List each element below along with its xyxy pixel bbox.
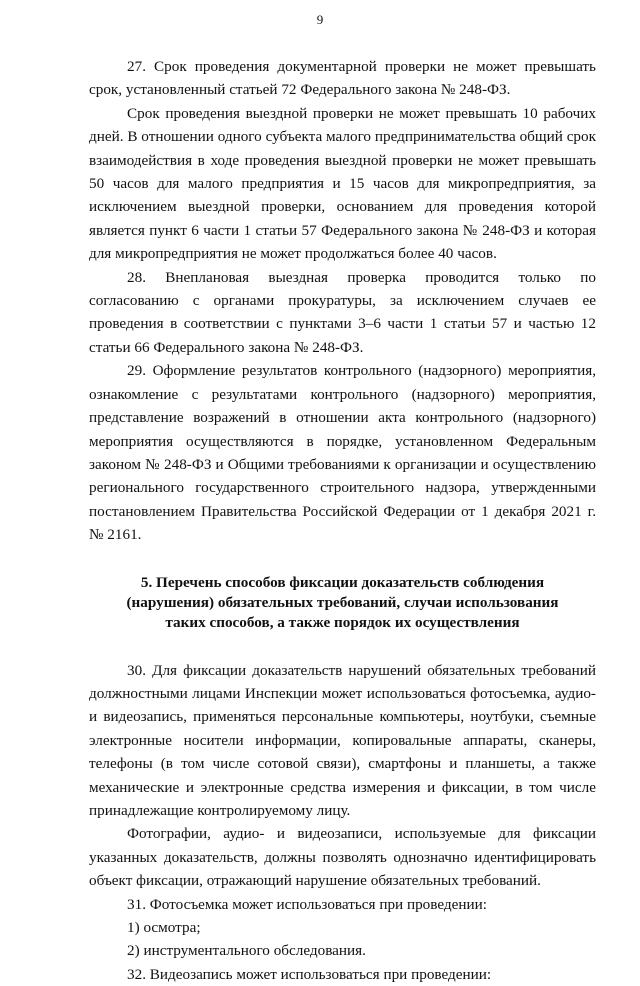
section-5-heading: [89, 573, 596, 633]
paragraph-30: 30. Для фиксации доказательств нарушений обязательных требований должностными лицами Инспекции может использоваться фотосъемка, аудио- и видеозапись, применяться персональные компьютеры, ноутбуки, съемные электронные носители информации, копировальные аппараты, сканеры, телефоны (в том числе сотовой связи), смартфоны и планшеты, а также механические и электронные средства измерения и фиксации, в том числе принадлежащие контролируемому лицу.: [89, 661, 596, 819]
list-item-instrumental-survey: 2) инструментального обследования.: [127, 942, 366, 960]
section-heading-line: (нарушения) обязательных требований, случаи использования: [126, 593, 559, 611]
paragraph-31: 31. Фотосъемка может использоваться при проведении:: [127, 895, 487, 913]
paragraph-27: 27. Срок проведения документарной проверки не может превышать срок, установленный статьей 72 Федерального закона № 248-ФЗ.: [89, 58, 596, 99]
page-number: 9: [316, 12, 324, 27]
paragraph-28: 28. Внеплановая выездная проверка проводится только по согласованию с органами прокуратуры, за исключением случаев ее проведения в соответствии с пунктами 3–6 части 1 статьи 57 и частью 12 статьи 66 Федерального закона № 248-ФЗ.: [89, 268, 596, 356]
document-body: [89, 55, 596, 986]
section-heading-line: 5. Перечень способов фиксации доказательств соблюдения: [140, 573, 545, 591]
paragraph-evidence-requirements: Фотографии, аудио- и видеозаписи, используемые для фиксации указанных доказательств, должны позволять однозначно идентифицировать объект фиксации, отражающий нарушение обязательных требований.: [89, 825, 596, 890]
paragraph-32: 32. Видеозапись может использоваться при проведении:: [127, 965, 492, 983]
list-item-inspection: 1) осмотра;: [127, 919, 201, 936]
paragraph-29: 29. Оформление результатов контрольного (надзорного) мероприятия, ознакомление с результатами контрольного (надзорного) мероприятия, представление возражений в отношении акта контрольного (надзорного) мероприятия осуществляются в порядке, установленном Федеральным законом № 248-ФЗ и Общими требованиями к организации и осуществлению регионального государственного строительного надзора, утвержденными постановлением Правительства Российской Федерации от 1 декабря 2021 г. № 2161.: [89, 362, 596, 544]
section-heading-line: таких способов, а также порядок их осуществления: [165, 613, 520, 631]
paragraph-field-inspection-term: Срок проведения выездной проверки не может превышать 10 рабочих дней. В отношении одного субъекта малого предпринимательства общий срок взаимодействия в ходе проведения выездной проверки не может превышать 50 часов для малого предприятия и 15 часов для микропредприятия, за исключением выездной проверки, основанием для проведения которой является пункт 6 части 1 статьи 57 Федерального закона № 248-ФЗ и которая для микропредприятия не может продолжаться более 40 часов.: [89, 104, 596, 263]
